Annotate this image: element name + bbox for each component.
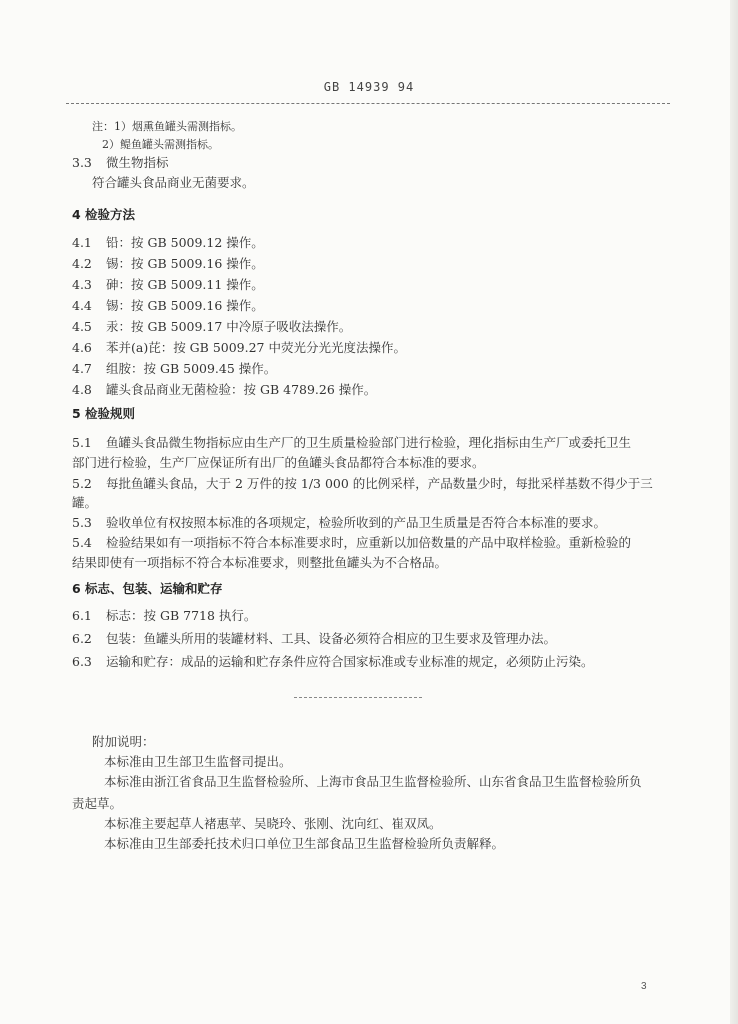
page-number: 3: [641, 981, 647, 992]
item-text: 铅：按 GB 5009.12 操作。: [106, 235, 264, 250]
list-item: [72, 234, 672, 252]
section-3-3-heading: [72, 154, 672, 172]
appendix-line: 本标准主要起草人褚惠苹、吴晓玲、张刚、沈向红、崔双凤。: [104, 816, 442, 831]
list-item: [72, 630, 672, 648]
list-item: [72, 297, 672, 315]
paragraph-number: 5.3: [72, 515, 92, 530]
paragraph-5-3: [72, 514, 672, 532]
note-2: 2）鳀鱼罐头需测指标。: [102, 138, 219, 151]
section-4-heading: 4 检验方法: [72, 207, 136, 222]
paragraph-5-1-line-2: 部门进行检验，生产厂应保证所有出厂的鱼罐头食品都符合本标准的要求。: [72, 455, 485, 470]
item-text: 组胺：按 GB 5009.45 操作。: [106, 361, 277, 376]
item-number: 6.3: [72, 654, 92, 669]
page-edge-shadow: [730, 0, 738, 1024]
appendix-line: 本标准由浙江省食品卫生监督检验所、上海市食品卫生监督检验所、山东省食品卫生监督检验所负: [104, 774, 642, 789]
appendix-line: 责起草。: [72, 796, 123, 811]
paragraph-5-4-line-1: [72, 534, 672, 552]
item-text: 锡：按 GB 5009.16 操作。: [106, 256, 264, 271]
paragraph-text: 每批鱼罐头食品，大于 2 万件的按 1/3 000 的比例采样，产品数量少时，每批采样基数不得少于三: [106, 476, 653, 491]
item-text: 运输和贮存：成品的运输和贮存条件应符合国家标准或专业标准的规定，必须防止污染。: [106, 654, 594, 669]
paragraph-5-4-line-2: 结果即使有一项指标不符合本标准要求，则整批鱼罐头为不合格品。: [72, 555, 448, 570]
paragraph-number: 5.4: [72, 535, 92, 550]
item-number: 4.3: [72, 277, 92, 292]
item-text: 锡：按 GB 5009.16 操作。: [106, 298, 264, 313]
item-text: 包装：鱼罐头所用的装罐材料、工具、设备必须符合相应的卫生要求及管理办法。: [106, 631, 557, 646]
list-item: [72, 276, 672, 294]
section-5-heading: 5 检验规则: [72, 406, 136, 421]
standard-code-header: GB 14939 94: [323, 80, 415, 94]
item-number: 4.7: [72, 361, 92, 376]
item-text: 汞：按 GB 5009.17 中冷原子吸收法操作。: [106, 319, 352, 334]
item-text: 砷：按 GB 5009.11 操作。: [106, 277, 264, 292]
list-item: [72, 381, 672, 399]
paragraph-number: 5.2: [72, 476, 92, 491]
item-number: 4.2: [72, 256, 92, 271]
item-text: 罐头食品商业无菌检验：按 GB 4789.26 操作。: [106, 382, 377, 397]
paragraph-number: 5.1: [72, 435, 92, 450]
item-number: 6.1: [72, 608, 92, 623]
section-number: 3.3: [72, 155, 92, 170]
item-text: 标志：按 GB 7718 执行。: [106, 608, 257, 623]
section-separator: [294, 697, 422, 698]
section-title: 微生物指标: [106, 155, 169, 170]
list-item: [72, 255, 672, 273]
appendix-line: 本标准由卫生部卫生监督司提出。: [104, 754, 292, 769]
item-text: 苯并(a)芘：按 GB 5009.27 中荧光分光光度法操作。: [106, 340, 406, 355]
item-number: 4.4: [72, 298, 92, 313]
paragraph-text: 检验结果如有一项指标不符合本标准要求时，应重新以加倍数量的产品中取样检验。重新检验的: [106, 535, 632, 550]
item-number: 6.2: [72, 631, 92, 646]
list-item: [72, 607, 672, 625]
item-number: 4.6: [72, 340, 92, 355]
appendix-line: 本标准由卫生部委托技术归口单位卫生部食品卫生监督检验所负责解释。: [104, 836, 505, 851]
paragraph-5-1-line-1: [72, 434, 672, 452]
list-item: [72, 318, 672, 336]
paragraph-text: 验收单位有权按照本标准的各项规定，检验所收到的产品卫生质量是否符合本标准的要求。: [106, 515, 607, 530]
list-item: [72, 360, 672, 378]
note-1: 注：1）烟熏鱼罐头需测指标。: [92, 120, 242, 133]
list-item: [72, 653, 672, 671]
paragraph-5-2-line-2: 罐。: [72, 495, 98, 510]
section-6-heading: 6 标志、包装、运输和贮存: [72, 581, 223, 596]
list-item: [72, 339, 672, 357]
paragraph-text: 鱼罐头食品微生物指标应由生产厂的卫生质量检验部门进行检验，理化指标由生产厂或委托卫生: [106, 435, 632, 450]
section-3-3-text: 符合罐头食品商业无菌要求。: [92, 175, 255, 190]
paragraph-5-2-line-1: [72, 475, 672, 493]
appendix-title: 附加说明：: [92, 734, 155, 749]
item-number: 4.5: [72, 319, 92, 334]
item-number: 4.8: [72, 382, 92, 397]
item-number: 4.1: [72, 235, 92, 250]
header-rule: [66, 103, 670, 104]
